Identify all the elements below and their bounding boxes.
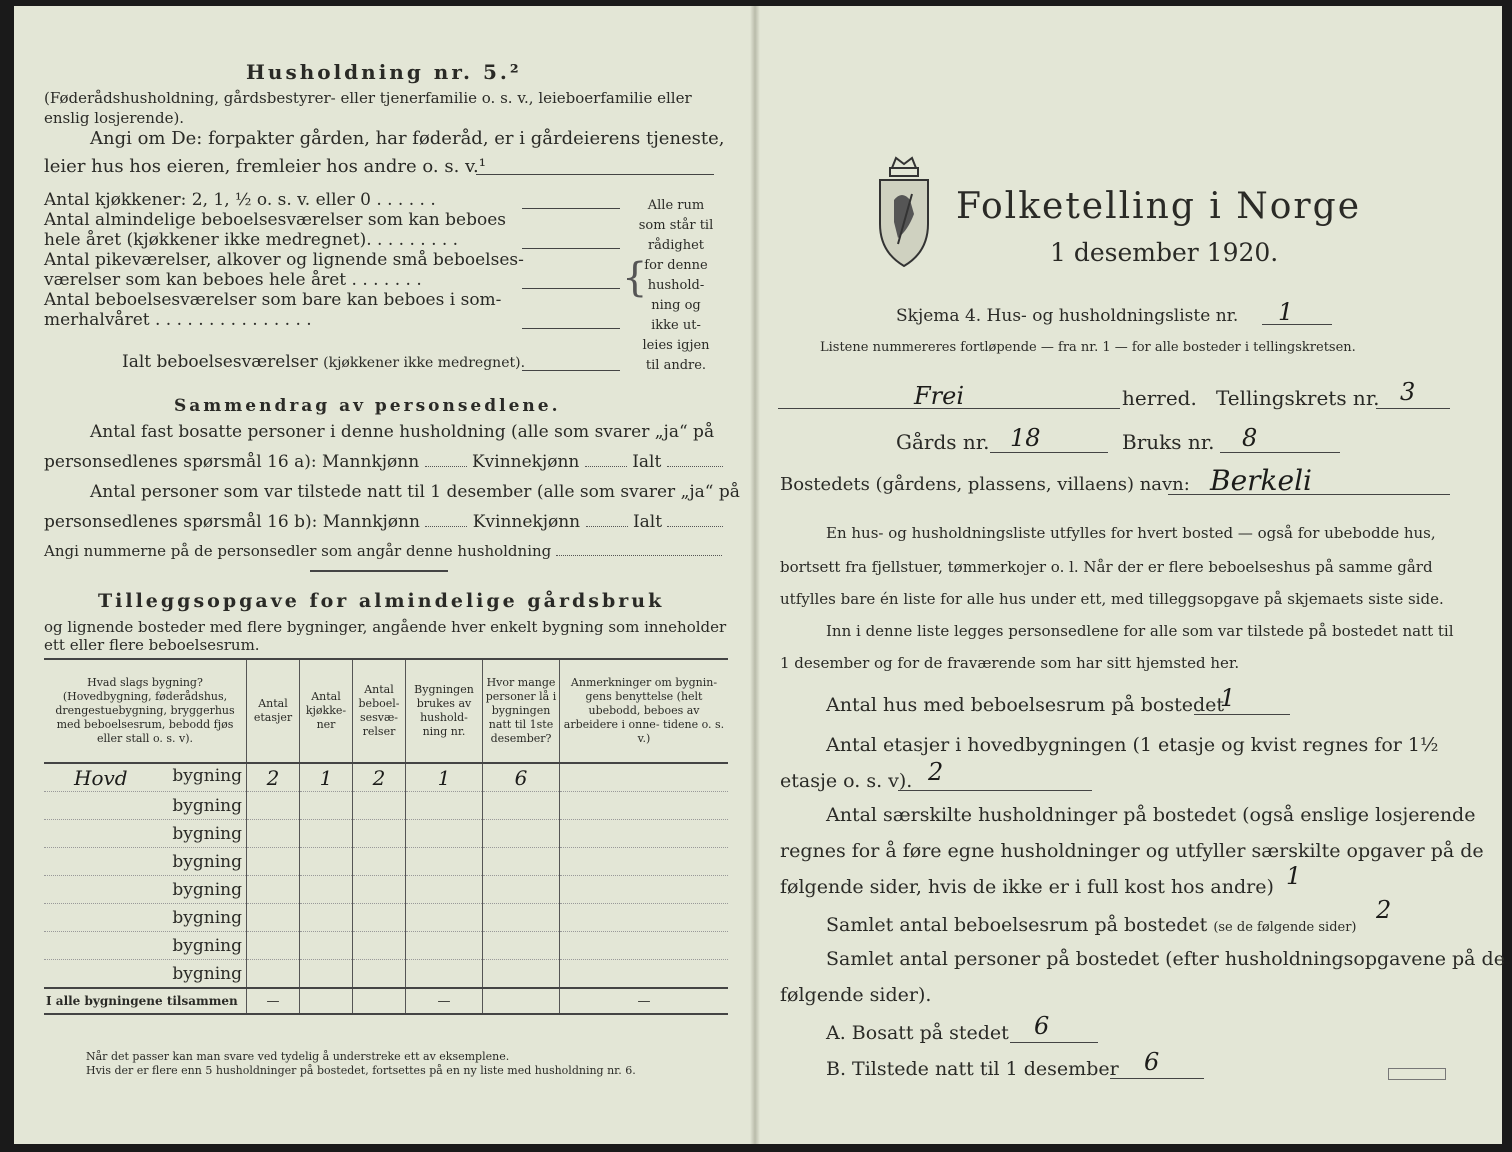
- kitchen-answer-line: [522, 208, 620, 209]
- ialt-rooms-answer-line: [522, 370, 620, 371]
- kitchens-cell: [300, 848, 353, 876]
- bosted-value: Berkeli: [1210, 464, 1312, 497]
- rooms-answer-line: [522, 248, 620, 249]
- table-row: [44, 820, 728, 848]
- bosatt-value: 6: [1034, 1012, 1050, 1040]
- household-cell: [406, 876, 483, 904]
- footnote-1: Når det passer kan man svare ved tydelig å understreke ett av eksemplene.: [86, 1050, 510, 1063]
- header-rooms: Antal beboel- sesvæ- relser: [353, 659, 406, 763]
- etasjer-label-2: etasje o. s. v).: [780, 770, 913, 792]
- ialt-label: Ialt: [632, 512, 663, 532]
- rooms-cell: [353, 932, 406, 960]
- rooms-cell: [353, 904, 406, 932]
- building-label: bygning: [44, 876, 247, 904]
- header-household: Bygningen brukes av hushold- ning nr.: [406, 659, 483, 763]
- total-row: [44, 988, 728, 1014]
- persons-cell: [483, 960, 560, 989]
- rooms-note-line: for denne: [644, 258, 708, 273]
- ialt-label: Ialt: [632, 452, 662, 472]
- para2-line-b: 1 desember og for de fraværende som har sitt hjemsted her.: [780, 654, 1240, 672]
- gards-label: Gårds nr.: [896, 430, 990, 454]
- floors-cell: [247, 820, 300, 848]
- etasjer-label-1: Antal etasjer i hovedbygningen (1 etasje og kvist regnes for 1½: [826, 734, 1439, 756]
- ialt-rooms-note: (kjøkkener ikke medregnet).: [323, 355, 526, 371]
- rooms-note-line: hushold-: [647, 278, 705, 293]
- table-row: [44, 848, 728, 876]
- rooms-note-line: ning og: [651, 298, 701, 313]
- census-form-sheet: [14, 6, 1505, 1144]
- rooms-line-5: værelser som kan beboes hele året . . . . . . .: [44, 270, 422, 290]
- samlet-rom-label: [826, 914, 1357, 936]
- persons-cell: [483, 932, 560, 960]
- samlet-rom-text: Samlet antal beboelsesrum på bostedet: [826, 914, 1208, 936]
- kitchens-cell: [300, 932, 353, 960]
- persons-cell: 6: [483, 763, 560, 792]
- bruks-label: Bruks nr.: [1122, 430, 1215, 454]
- table-row: [44, 763, 728, 792]
- building-label: bygning: [44, 932, 247, 960]
- remarks-cell: [560, 848, 729, 876]
- ialt-rooms-text: Ialt beboelsesværelser: [122, 352, 318, 372]
- bosatt-line: [1010, 1042, 1098, 1043]
- etasjer-value: 2: [928, 758, 944, 786]
- floors-cell: 2: [247, 763, 300, 792]
- hus-line: [1194, 714, 1290, 715]
- header-persons: Hvor mange personer lå i bygningen natt til 1ste desember?: [483, 659, 560, 763]
- remarks-cell: [560, 876, 729, 904]
- floors-cell: [247, 932, 300, 960]
- kvinne-label: Kvinnekjønn: [471, 452, 580, 472]
- extra-title: Tilleggsopgave for almindelige gårdsbruk: [98, 590, 665, 612]
- kitchens-cell: 1: [300, 763, 353, 792]
- rooms-note-line: til andre.: [645, 358, 707, 373]
- kvinne-answer: [586, 526, 628, 527]
- remarks-cell: [560, 904, 729, 932]
- question-line-2: leier hus hos eieren, fremleier hos andre o. s. v.¹: [44, 156, 486, 177]
- building-label: bygning: [44, 904, 247, 932]
- rooms-note: [636, 196, 716, 376]
- tilstede-label: B. Tilstede natt til 1 desember: [826, 1058, 1119, 1080]
- building-label: bygning: [44, 848, 247, 876]
- persons-cell: [483, 820, 560, 848]
- para1-line-b: bortsett fra fjellstuer, tømmerkojer o. l. Når der er flere beboelseshus på samme gård: [780, 558, 1433, 576]
- rooms-line-1: Antal kjøkkener: 2, 1, ½ o. s. v. eller 0 . . . . . .: [44, 190, 436, 210]
- husholdninger-line-3: følgende sider, hvis de ikke er i full kost hos andre): [780, 876, 1274, 898]
- question-line-1: Angi om De: forpakter gården, har føderåd, er i gårdeierens tjeneste,: [90, 128, 725, 149]
- bosatt-label: A. Bosatt på stedet: [826, 1022, 1009, 1044]
- rooms-line-4: Antal pikeværelser, alkover og lignende små beboelses-: [44, 250, 524, 270]
- extra-subtitle-1: og lignende bosteder med flere bygninger, angående hver enkelt bygning som inneholder: [44, 618, 727, 636]
- rooms-cell: [353, 848, 406, 876]
- building-label: bygning: [44, 820, 247, 848]
- kitchens-cell: [300, 792, 353, 820]
- numbers-label: Angi nummerne på de personsedler som angår denne husholdning: [44, 542, 552, 560]
- rooms-note-line: rådighet: [647, 238, 705, 253]
- rooms-cell: [353, 960, 406, 989]
- husholdninger-value: 1: [1286, 862, 1302, 890]
- rooms-note-line: ikke ut-: [651, 318, 701, 333]
- building-label: bygning: [44, 792, 247, 820]
- rooms-cell: 2: [353, 763, 406, 792]
- rooms-note-line: som står til: [638, 218, 714, 233]
- mann-label: personsedlenes spørsmål 16 a): Mannkjønn: [44, 452, 420, 472]
- kitchens-cell: [300, 904, 353, 932]
- floors-cell: [247, 848, 300, 876]
- table-row: [44, 904, 728, 932]
- household-subtitle: (Føderådshusholdning, gårdsbestyrer- eller tjenerfamilie o. s. v., leieboerfamilie eller enslig losjerende).: [44, 89, 692, 127]
- household-cell: [406, 904, 483, 932]
- rooms-block: [44, 190, 524, 330]
- table-row: [44, 932, 728, 960]
- remarks-cell: [560, 960, 729, 989]
- rooms-cell: [353, 792, 406, 820]
- summary-line-2: Antal personer som var tilstede natt til 1 desember (alle som svarer „ja“ på: [90, 482, 740, 502]
- building-label: bygning: [172, 765, 242, 786]
- building-cell: [44, 763, 247, 792]
- total-kitchens: [300, 988, 353, 1014]
- kitchens-cell: [300, 820, 353, 848]
- krets-label: Tellingskrets nr.: [1216, 386, 1380, 410]
- household-cell: 1: [406, 763, 483, 792]
- persons-cell: [483, 904, 560, 932]
- summary-title: Sammendrag av personsedlene.: [174, 396, 561, 416]
- rooms-line-3: hele året (kjøkkener ikke medregnet). . . . . . . . .: [44, 230, 459, 250]
- footnote-2: Hvis der er flere enn 5 husholdninger på bostedet, fortsettes på en ny liste med husholdning nr. 6.: [86, 1064, 636, 1077]
- household-cell: [406, 960, 483, 989]
- hus-value: 1: [1220, 684, 1236, 712]
- remarks-cell: [560, 820, 729, 848]
- building-name: Hovd: [74, 765, 128, 790]
- skjema-value: 1: [1278, 298, 1294, 326]
- remarks-cell: [560, 763, 729, 792]
- buildings-table: [44, 658, 728, 1015]
- etasjer-line: [898, 790, 1092, 791]
- krets-line: [1376, 408, 1450, 409]
- rooms-cell: [353, 820, 406, 848]
- rooms-line-6: Antal beboelsesværelser som bare kan beboes i som-: [44, 290, 502, 310]
- header-remarks: Anmerkninger om bygnin- gens benyttelse (helt ubebodd, beboes av arbeidere i onne- tidene o. s. v.): [560, 659, 729, 763]
- household-cell: [406, 848, 483, 876]
- tilstede-line: [1110, 1078, 1204, 1079]
- household-cell: [406, 932, 483, 960]
- bruks-line: [1220, 452, 1340, 453]
- total-persons: [483, 988, 560, 1014]
- numbers-line: [44, 542, 722, 560]
- rooms-line-2: Antal almindelige beboelsesværelser som kan beboes: [44, 210, 506, 230]
- summer-rooms-answer-line: [522, 328, 620, 329]
- mann-label: personsedlenes spørsmål 16 b): Mannkjønn: [44, 512, 420, 532]
- floors-cell: [247, 876, 300, 904]
- page-fold: [750, 6, 760, 1144]
- para1-line-c: utfylles bare én liste for alle hus under ett, med tilleggsopgave på skjemaets siste side.: [780, 590, 1444, 608]
- gards-line: [990, 452, 1108, 453]
- header-floors: Antal etasjer: [247, 659, 300, 763]
- remarks-cell: [560, 932, 729, 960]
- skjema-line: [1262, 324, 1332, 325]
- summary-line-1b: [44, 452, 723, 472]
- separator: [310, 570, 448, 572]
- skjema-label: Skjema 4. Hus- og husholdningsliste nr.: [896, 306, 1239, 326]
- tilstede-value: 6: [1144, 1048, 1160, 1076]
- hus-label: Antal hus med beboelsesrum på bostedet: [826, 694, 1225, 716]
- listene-note: Listene nummereres fortløpende — fra nr. 1 — for alle bosteder i tellingskretsen.: [820, 340, 1356, 355]
- mann-answer: [425, 466, 467, 467]
- household-title: Husholdning nr. 5.²: [246, 60, 522, 84]
- printer-stamp: [1388, 1068, 1446, 1080]
- brace: {: [622, 255, 648, 301]
- rooms-line-7: merhalvåret . . . . . . . . . . . . . . .: [44, 310, 312, 330]
- bruks-value: 8: [1242, 424, 1258, 452]
- samlet-pers-line-2: følgende sider).: [780, 984, 932, 1006]
- persons-cell: [483, 848, 560, 876]
- table-row: [44, 876, 728, 904]
- husholdninger-line-1: Antal særskilte husholdninger på bostedet (også enslige losjerende: [826, 804, 1476, 826]
- herred-value: Frei: [914, 382, 965, 410]
- rooms-note-line: leies igjen: [642, 338, 710, 353]
- total-floors: —: [247, 988, 300, 1014]
- samlet-rom-value: 2: [1376, 896, 1392, 924]
- building-label: bygning: [44, 960, 247, 989]
- numbers-answer: [556, 555, 722, 556]
- norway-coat-of-arms-icon: [874, 154, 934, 274]
- ialt-rooms-label: [122, 352, 525, 372]
- floors-cell: [247, 904, 300, 932]
- census-date: 1 desember 1920.: [1050, 238, 1279, 267]
- kitchens-cell: [300, 876, 353, 904]
- extra-subtitle-2: ett eller flere beboelsesrum.: [44, 636, 260, 654]
- krets-value: 3: [1400, 378, 1416, 406]
- table-row: [44, 792, 728, 820]
- household-cell: [406, 820, 483, 848]
- summary-line-2b: [44, 512, 723, 532]
- floors-cell: [247, 792, 300, 820]
- persons-cell: [483, 876, 560, 904]
- total-remarks: —: [560, 988, 729, 1014]
- census-title: Folketelling i Norge: [956, 186, 1361, 227]
- household-cell: [406, 792, 483, 820]
- question-answer-line: [476, 174, 714, 175]
- total-household: —: [406, 988, 483, 1014]
- kvinne-label: Kvinnekjønn: [472, 512, 581, 532]
- mann-answer: [425, 526, 467, 527]
- gards-value: 18: [1010, 424, 1041, 452]
- floors-cell: [247, 960, 300, 989]
- total-rooms: [353, 988, 406, 1014]
- header-kitchens: Antal kjøkke- ner: [300, 659, 353, 763]
- header-building: Hvad slags bygning? (Hovedbygning, føderådshus, drengestuebygning, bryggerhus med beboelsesrum, bebodd fjøs eller stall o. s. v).: [44, 659, 247, 763]
- remarks-cell: [560, 792, 729, 820]
- samlet-rom-note: (se de følgende sider): [1213, 920, 1357, 935]
- kitchens-cell: [300, 960, 353, 989]
- husholdninger-line-2: regnes for å føre egne husholdninger og utfyller særskilte opgaver på de: [780, 840, 1484, 862]
- ialt-answer: [667, 526, 723, 527]
- small-rooms-answer-line: [522, 288, 620, 289]
- persons-cell: [483, 792, 560, 820]
- rooms-note-line: Alle rum: [647, 198, 705, 213]
- table-row: [44, 960, 728, 989]
- total-label: I alle bygningene tilsammen: [44, 988, 247, 1014]
- rooms-cell: [353, 876, 406, 904]
- para1-line-a: En hus- og husholdningsliste utfylles for hvert bosted — også for ubebodde hus,: [826, 524, 1436, 542]
- bosted-label: Bostedets (gårdens, plassens, villaens) navn:: [780, 474, 1190, 495]
- para2-line-a: Inn i denne liste legges personsedlene for alle som var tilstede på bostedet natt til: [826, 622, 1454, 640]
- summary-line-1: Antal fast bosatte personer i denne husholdning (alle som svarer „ja“ på: [90, 422, 715, 442]
- ialt-answer: [667, 466, 723, 467]
- kvinne-answer: [585, 466, 627, 467]
- herred-label: herred.: [1122, 386, 1197, 410]
- samlet-pers-line-1: Samlet antal personer på bostedet (efter husholdningsopgavene på de: [826, 948, 1505, 970]
